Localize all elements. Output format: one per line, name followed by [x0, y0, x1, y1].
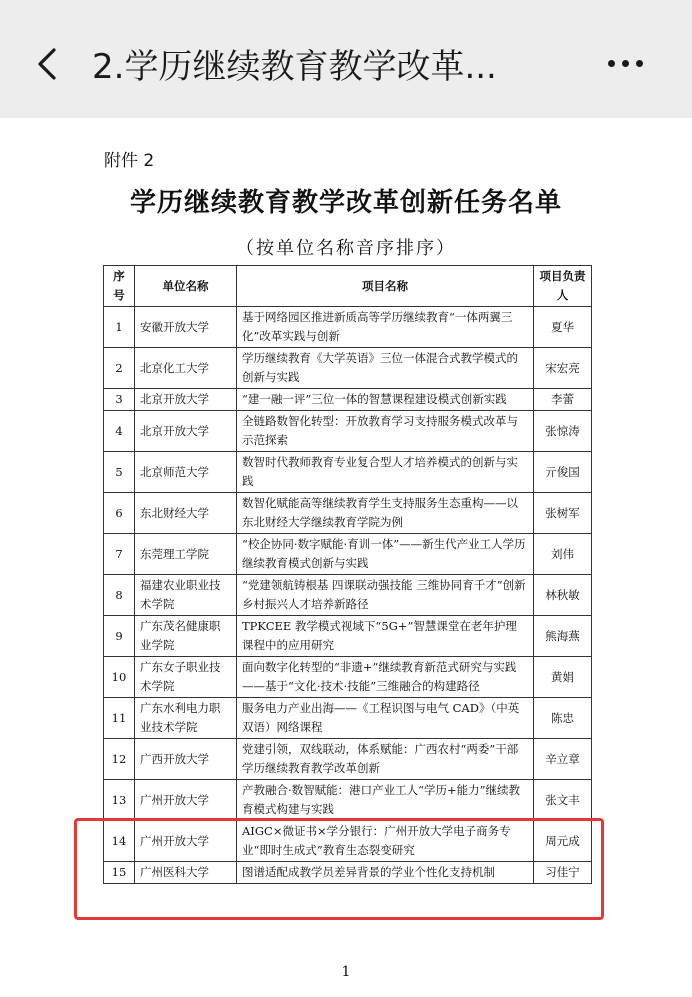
unit-name: 北京师范大学 [135, 452, 237, 493]
unit-name: 广州开放大学 [135, 821, 237, 862]
project-name: “建一融一评”三位一体的智慧课程建设模式创新实践 [237, 389, 534, 411]
row-number: 15 [104, 862, 135, 884]
project-leader: 陈忠 [534, 698, 592, 739]
project-leader: 林秋敏 [534, 575, 592, 616]
table-row [104, 575, 592, 616]
unit-name: 北京开放大学 [135, 389, 237, 411]
table-header-row [104, 266, 592, 307]
row-number: 8 [104, 575, 135, 616]
unit-name: 广州医科大学 [135, 862, 237, 884]
document-subtitle: （按单位名称音序排序） [236, 238, 456, 259]
project-name: 面向数字化转型的“非遗+”继续教育新范式研究与实践——基于“文化·技术·技能”三维融合的构建路径 [237, 657, 534, 698]
unit-name: 广东女子职业技术学院 [135, 657, 237, 698]
table-row [104, 821, 592, 862]
project-name: TPKCEE 教学模式视域下“5G+”智慧课堂在老年护理课程中的应用研究 [237, 616, 534, 657]
unit-name: 广东茂名健康职业学院 [135, 616, 237, 657]
page-title: 2.学历继续教育教学改革... [92, 47, 497, 87]
project-name: 服务电力产业出海——《工程识图与电气 CAD》（中英双语）网络课程 [237, 698, 534, 739]
attachment-label: 附件 2 [104, 151, 155, 171]
row-number: 9 [104, 616, 135, 657]
project-name: 图谱适配成教学员差异背景的学业个性化支持机制 [237, 862, 534, 884]
unit-name: 广西开放大学 [135, 739, 237, 780]
document-page [0, 118, 692, 997]
unit-name: 东北财经大学 [135, 493, 237, 534]
row-number: 13 [104, 780, 135, 821]
page-number: 1 [341, 964, 351, 980]
project-leader: 刘伟 [534, 534, 592, 575]
table-row [104, 657, 592, 698]
col-header-unit: 单位名称 [135, 266, 237, 307]
app-header [0, 0, 692, 118]
table-row [104, 698, 592, 739]
table-row [104, 534, 592, 575]
row-number: 3 [104, 389, 135, 411]
project-name: 基于网络园区推进新质高等学历继续教育“一体两翼三化”改革实践与创新 [237, 307, 534, 348]
project-name: 数智时代教师教育专业复合型人才培养模式的创新与实践 [237, 452, 534, 493]
table-row [104, 616, 592, 657]
table-row [104, 348, 592, 389]
project-name: 产教融合·数智赋能：港口产业工人“学历+能力”继续教育模式构建与实践 [237, 780, 534, 821]
unit-name: 安徽开放大学 [135, 307, 237, 348]
row-number: 5 [104, 452, 135, 493]
row-number: 12 [104, 739, 135, 780]
project-leader: 周元成 [534, 821, 592, 862]
project-name: 数智化赋能高等继续教育学生支持服务生态重构——以东北财经大学继续教育学院为例 [237, 493, 534, 534]
col-header-project: 项目名称 [237, 266, 534, 307]
task-list-table [103, 265, 592, 884]
col-header-no: 序号 [104, 266, 135, 307]
table-row [104, 780, 592, 821]
unit-name: 福建农业职业技术学院 [135, 575, 237, 616]
row-number: 14 [104, 821, 135, 862]
table-row [104, 389, 592, 411]
project-name: “党建领航铸根基 四课联动强技能 三维协同育千才”创新乡村振兴人才培养新路径 [237, 575, 534, 616]
project-leader: 亓俊国 [534, 452, 592, 493]
col-header-leader: 项目负责人 [534, 266, 592, 307]
project-leader: 习佳宁 [534, 862, 592, 884]
project-leader: 李蕾 [534, 389, 592, 411]
row-number: 4 [104, 411, 135, 452]
table-row [104, 411, 592, 452]
table-row [104, 452, 592, 493]
project-leader: 宋宏亮 [534, 348, 592, 389]
project-name: 学历继续教育《大学英语》三位一体混合式教学模式的创新与实践 [237, 348, 534, 389]
row-number: 6 [104, 493, 135, 534]
unit-name: 广东水利电力职业技术学院 [135, 698, 237, 739]
row-number: 2 [104, 348, 135, 389]
unit-name: 北京化工大学 [135, 348, 237, 389]
row-number: 11 [104, 698, 135, 739]
table-row [104, 493, 592, 534]
project-name: 党建引领，双线联动，体系赋能：广西农村“两委”干部学历继续教育教学改革创新 [237, 739, 534, 780]
back-icon[interactable] [30, 44, 70, 84]
unit-name: 东莞理工学院 [135, 534, 237, 575]
project-leader: 张惊涛 [534, 411, 592, 452]
unit-name: 北京开放大学 [135, 411, 237, 452]
project-leader: 张树军 [534, 493, 592, 534]
project-leader: 黄娟 [534, 657, 592, 698]
row-number: 10 [104, 657, 135, 698]
document-title: 学历继续教育教学改革创新任务名单 [129, 188, 562, 218]
project-leader: 张文丰 [534, 780, 592, 821]
project-leader: 熊海燕 [534, 616, 592, 657]
more-options-icon[interactable] [600, 52, 650, 76]
table-row [104, 307, 592, 348]
project-name: AIGC×微证书×学分银行：广州开放大学电子商务专业“即时生成式”教育生态裂变研究 [237, 821, 534, 862]
row-number: 7 [104, 534, 135, 575]
unit-name: 广州开放大学 [135, 780, 237, 821]
project-name: “校企协同·数字赋能·育训一体”——新生代产业工人学历继续教育模式创新与实践 [237, 534, 534, 575]
project-leader: 辛立章 [534, 739, 592, 780]
table-row [104, 739, 592, 780]
project-name: 全链路数智化转型：开放教育学习支持服务模式改革与示范探索 [237, 411, 534, 452]
table-row [104, 862, 592, 884]
row-number: 1 [104, 307, 135, 348]
project-leader: 夏华 [534, 307, 592, 348]
